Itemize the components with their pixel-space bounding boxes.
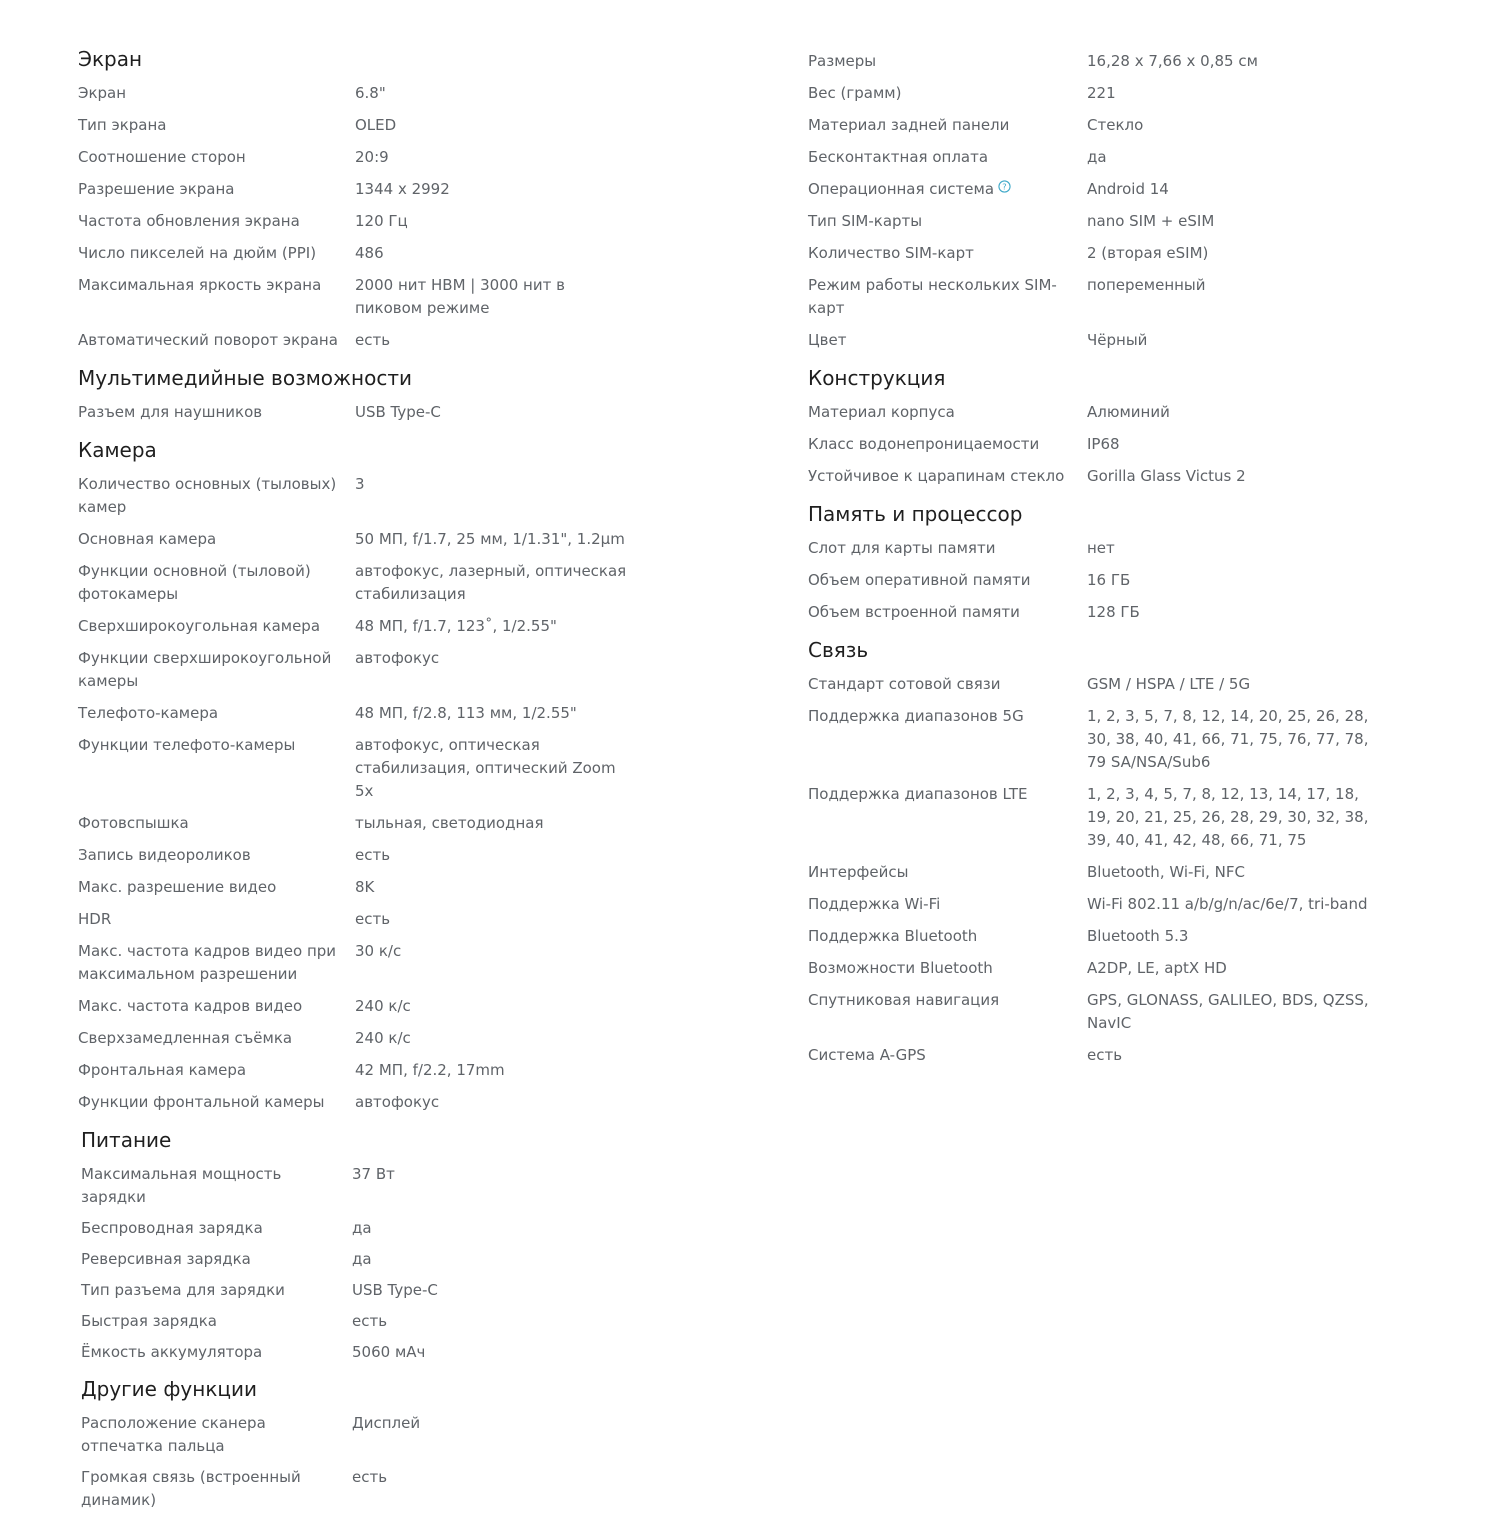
spec-value: 1, 2, 3, 4, 5, 7, 8, 12, 13, 14, 17, 18, 19, 20, 21, 25, 26, 28, 29, 30, 32, 38, 39, 40, 41, 42, 48, 66, 71, 75 bbox=[1087, 785, 1369, 849]
spec-label: Реверсивная зарядка bbox=[81, 1250, 251, 1268]
section-title: Конструкция bbox=[808, 366, 946, 390]
spec-value: 50 МП, f/1.7, 25 мм, 1/1.31", 1.2µm bbox=[355, 530, 625, 548]
spec-label: Сверхзамедленная съёмка bbox=[78, 1029, 293, 1047]
spec-label: Автоматический поворот экрана bbox=[78, 331, 338, 349]
spec-label: Макс. разрешение видео bbox=[78, 878, 277, 896]
spec-label: Материал задней панели bbox=[808, 116, 1010, 134]
spec-label: Фотовспышка bbox=[78, 814, 189, 832]
spec-label: Запись видеороликов bbox=[78, 846, 251, 864]
spec-label: Тип разъема для зарядки bbox=[81, 1281, 285, 1299]
spec-row bbox=[808, 210, 1428, 242]
spec-row bbox=[808, 601, 1428, 633]
spec-row bbox=[808, 329, 1428, 361]
spec-label: Быстрая зарядка bbox=[81, 1312, 217, 1330]
section-title: Мультимедийные возможности bbox=[78, 366, 413, 390]
section-title: Другие функции bbox=[81, 1377, 258, 1401]
spec-label: Макс. частота кадров видео при максимальном разрешении bbox=[78, 942, 337, 983]
spec-value: 48 МП, f/1.7, 123˚, 1/2.55" bbox=[355, 617, 557, 635]
spec-value: GSM / HSPA / LTE / 5G bbox=[1087, 675, 1251, 693]
spec-row bbox=[808, 401, 1428, 433]
spec-label: Размеры bbox=[808, 52, 877, 70]
spec-row bbox=[808, 433, 1428, 465]
spec-section bbox=[81, 1127, 701, 1372]
spec-value: Gorilla Glass Victus 2 bbox=[1087, 467, 1246, 485]
spec-label: Функции телефото-камеры bbox=[78, 736, 296, 754]
spec-row bbox=[78, 995, 698, 1027]
spec-section bbox=[78, 437, 698, 1123]
spec-row bbox=[81, 1310, 701, 1341]
spec-value: есть bbox=[352, 1312, 388, 1330]
spec-label: Поддержка Bluetooth bbox=[808, 927, 978, 945]
spec-value: OLED bbox=[355, 116, 397, 134]
spec-section bbox=[808, 637, 1428, 1076]
spec-row bbox=[81, 1217, 701, 1248]
spec-label: Разрешение экрана bbox=[78, 180, 235, 198]
spec-row bbox=[78, 844, 698, 876]
spec-label: Экран bbox=[78, 84, 127, 102]
spec-value: Android 14 bbox=[1087, 180, 1169, 198]
spec-row bbox=[78, 908, 698, 940]
spec-label: Тип SIM-карты bbox=[808, 212, 923, 230]
spec-row bbox=[78, 146, 698, 178]
spec-row bbox=[808, 274, 1428, 329]
spec-label: Поддержка Wi-Fi bbox=[808, 895, 941, 913]
spec-value: автофокус bbox=[355, 649, 440, 667]
spec-value: USB Type-C bbox=[352, 1281, 438, 1299]
spec-value: 20:9 bbox=[355, 148, 389, 166]
spec-value: 486 bbox=[355, 244, 384, 262]
spec-row bbox=[78, 734, 698, 812]
spec-row bbox=[81, 1412, 701, 1466]
spec-label: Класс водонепроницаемости bbox=[808, 435, 1040, 453]
spec-label: Соотношение сторон bbox=[78, 148, 246, 166]
spec-row bbox=[78, 940, 698, 995]
spec-value: 120 Гц bbox=[355, 212, 408, 230]
spec-row bbox=[78, 401, 698, 433]
spec-row bbox=[81, 1279, 701, 1310]
spec-row bbox=[78, 812, 698, 844]
spec-value: 2 (вторая eSIM) bbox=[1087, 244, 1209, 262]
spec-label: Устойчивое к царапинам стекло bbox=[808, 467, 1065, 485]
spec-label: Беспроводная зарядка bbox=[81, 1219, 263, 1237]
section-title: Связь bbox=[808, 638, 869, 662]
spec-label: Операционная система ? bbox=[808, 178, 1087, 201]
spec-row bbox=[808, 465, 1428, 497]
spec-label: Интерфейсы bbox=[808, 863, 909, 881]
spec-label: Ёмкость аккумулятора bbox=[81, 1343, 263, 1361]
right-spec-column bbox=[808, 50, 1428, 1080]
spec-value: 221 bbox=[1087, 84, 1116, 102]
spec-row bbox=[808, 783, 1428, 861]
spec-row bbox=[78, 210, 698, 242]
spec-value: A2DP, LE, aptX HD bbox=[1087, 959, 1227, 977]
spec-label: Бесконтактная оплата bbox=[808, 148, 989, 166]
section-title: Питание bbox=[81, 1128, 172, 1152]
spec-row bbox=[78, 329, 698, 361]
spec-row bbox=[808, 989, 1428, 1044]
spec-row bbox=[808, 146, 1428, 178]
spec-label: Максимальная мощность зарядки bbox=[81, 1165, 282, 1206]
spec-row bbox=[808, 114, 1428, 146]
spec-row bbox=[78, 274, 698, 329]
spec-value: есть bbox=[355, 331, 391, 349]
spec-label: Разъем для наушников bbox=[78, 403, 263, 421]
spec-label: Количество основных (тыловых) камер bbox=[78, 475, 337, 516]
spec-row bbox=[78, 82, 698, 114]
spec-row bbox=[78, 1027, 698, 1059]
spec-label: Тип экрана bbox=[78, 116, 167, 134]
spec-label: Макс. частота кадров видео bbox=[78, 997, 303, 1015]
spec-row bbox=[81, 1466, 701, 1520]
spec-row bbox=[78, 1059, 698, 1091]
spec-value: Чёрный bbox=[1087, 331, 1148, 349]
spec-row bbox=[78, 473, 698, 528]
spec-value: Дисплей bbox=[352, 1414, 421, 1432]
spec-section bbox=[78, 365, 698, 433]
spec-value: есть bbox=[1087, 1046, 1123, 1064]
spec-row bbox=[78, 528, 698, 560]
spec-value: есть bbox=[352, 1468, 388, 1486]
spec-value: автофокус, оптическая стабилизация, оптический Zoom 5x bbox=[355, 736, 616, 800]
spec-value: 240 к/с bbox=[355, 997, 411, 1015]
spec-row bbox=[81, 1248, 701, 1279]
spec-row bbox=[808, 957, 1428, 989]
spec-value: 16,28 x 7,66 x 0,85 см bbox=[1087, 52, 1258, 70]
spec-value: 1344 x 2992 bbox=[355, 180, 450, 198]
spec-row bbox=[808, 893, 1428, 925]
spec-row bbox=[78, 242, 698, 274]
spec-value: 6.8" bbox=[355, 84, 386, 102]
spec-value: автофокус bbox=[355, 1093, 440, 1111]
spec-row bbox=[808, 705, 1428, 783]
spec-value: да bbox=[352, 1250, 372, 1268]
spec-label: Число пикселей на дюйм (PPI) bbox=[78, 244, 317, 262]
spec-label: Поддержка диапазонов 5G bbox=[808, 707, 1024, 725]
spec-label: Объем оперативной памяти bbox=[808, 571, 1031, 589]
spec-value: попеременный bbox=[1087, 276, 1206, 294]
spec-label: Расположение сканера отпечатка пальца bbox=[81, 1414, 266, 1455]
spec-value: IP68 bbox=[1087, 435, 1120, 453]
spec-label: Объем встроенной памяти bbox=[808, 603, 1020, 621]
spec-value: 2000 нит HBM | 3000 нит в пиковом режиме bbox=[355, 276, 565, 317]
spec-section bbox=[808, 365, 1428, 497]
spec-value: 5060 мАч bbox=[352, 1343, 426, 1361]
spec-value: да bbox=[1087, 148, 1107, 166]
spec-row bbox=[808, 242, 1428, 274]
spec-value: 128 ГБ bbox=[1087, 603, 1140, 621]
spec-value: 16 ГБ bbox=[1087, 571, 1131, 589]
spec-label: Возможности Bluetooth bbox=[808, 959, 993, 977]
spec-row bbox=[78, 647, 698, 702]
spec-label: Функции основной (тыловой) фотокамеры bbox=[78, 562, 311, 603]
spec-label: Спутниковая навигация bbox=[808, 991, 1000, 1009]
spec-row bbox=[808, 925, 1428, 957]
spec-label: Частота обновления экрана bbox=[78, 212, 300, 230]
spec-label: HDR bbox=[78, 910, 112, 928]
svg-text:?: ? bbox=[1002, 181, 1007, 192]
spec-row bbox=[808, 861, 1428, 893]
spec-label: Режим работы нескольких SIM-карт bbox=[808, 276, 1057, 317]
spec-label: Функции сверхширокоугольной камеры bbox=[78, 649, 332, 690]
spec-value: 42 МП, f/2.2, 17mm bbox=[355, 1061, 505, 1079]
spec-row bbox=[78, 114, 698, 146]
spec-value: Алюминий bbox=[1087, 403, 1170, 421]
spec-row bbox=[808, 673, 1428, 705]
spec-label: Телефото-камера bbox=[78, 704, 219, 722]
spec-value: 3 bbox=[355, 475, 365, 493]
spec-value: 48 МП, f/2.8, 113 мм, 1/2.55" bbox=[355, 704, 577, 722]
spec-section bbox=[81, 1376, 701, 1520]
spec-row bbox=[808, 569, 1428, 601]
spec-label: Громкая связь (встроенный динамик) bbox=[81, 1468, 301, 1509]
spec-value: GPS, GLONASS, GALILEO, BDS, QZSS, NavIC bbox=[1087, 991, 1369, 1032]
section-title: Камера bbox=[78, 438, 157, 462]
spec-value: 1, 2, 3, 5, 7, 8, 12, 14, 20, 25, 26, 28, 30, 38, 40, 41, 66, 71, 75, 76, 77, 78, 79 SA/NSA/Sub6 bbox=[1087, 707, 1369, 771]
spec-row bbox=[78, 1091, 698, 1123]
spec-label: Сверхширокоугольная камера bbox=[78, 617, 321, 635]
spec-row bbox=[78, 615, 698, 647]
spec-label: Фронтальная камера bbox=[78, 1061, 247, 1079]
help-icon[interactable] bbox=[998, 180, 1011, 193]
spec-label: Функции фронтальной камеры bbox=[78, 1093, 325, 1111]
spec-value: Стекло bbox=[1087, 116, 1144, 134]
spec-value: есть bbox=[355, 846, 391, 864]
spec-value: да bbox=[352, 1219, 372, 1237]
spec-row bbox=[808, 82, 1428, 114]
spec-section bbox=[808, 50, 1428, 361]
spec-value: тыльная, светодиодная bbox=[355, 814, 544, 832]
spec-value: 30 к/с bbox=[355, 942, 402, 960]
spec-label: Максимальная яркость экрана bbox=[78, 276, 322, 294]
section-title: Экран bbox=[78, 47, 143, 71]
spec-row bbox=[78, 876, 698, 908]
spec-label: Основная камера bbox=[78, 530, 217, 548]
spec-label: Поддержка диапазонов LTE bbox=[808, 785, 1028, 803]
spec-row bbox=[78, 702, 698, 734]
spec-value: 8K bbox=[355, 878, 375, 896]
spec-label: Цвет bbox=[808, 331, 847, 349]
spec-row bbox=[81, 1163, 701, 1217]
spec-value: нет bbox=[1087, 539, 1115, 557]
spec-value: Wi-Fi 802.11 a/b/g/n/ac/6e/7, tri-band bbox=[1087, 895, 1368, 913]
spec-value: 37 Вт bbox=[352, 1165, 395, 1183]
spec-row bbox=[81, 1341, 701, 1372]
spec-value: USB Type-C bbox=[355, 403, 441, 421]
spec-value: автофокус, лазерный, оптическая стабилизация bbox=[355, 562, 627, 603]
spec-value: 240 к/с bbox=[355, 1029, 411, 1047]
spec-row bbox=[808, 537, 1428, 569]
spec-label: Вес (грамм) bbox=[808, 84, 902, 102]
spec-section bbox=[78, 46, 698, 361]
section-title: Память и процессор bbox=[808, 502, 1023, 526]
spec-section bbox=[808, 501, 1428, 633]
spec-value: nano SIM + eSIM bbox=[1087, 212, 1215, 230]
spec-row bbox=[78, 560, 698, 615]
spec-label: Слот для карты памяти bbox=[808, 539, 996, 557]
spec-label: Материал корпуса bbox=[808, 403, 955, 421]
spec-row bbox=[78, 178, 698, 210]
spec-label: Стандарт сотовой связи bbox=[808, 675, 1001, 693]
spec-value: Bluetooth 5.3 bbox=[1087, 927, 1189, 945]
spec-label: Количество SIM-карт bbox=[808, 244, 974, 262]
spec-label: Система A-GPS bbox=[808, 1046, 926, 1064]
spec-value: Bluetooth, Wi-Fi, NFC bbox=[1087, 863, 1245, 881]
spec-value: есть bbox=[355, 910, 391, 928]
spec-row bbox=[808, 1044, 1428, 1076]
spec-row bbox=[808, 50, 1428, 82]
spec-row bbox=[808, 178, 1428, 210]
left-spec-column bbox=[78, 46, 698, 1524]
